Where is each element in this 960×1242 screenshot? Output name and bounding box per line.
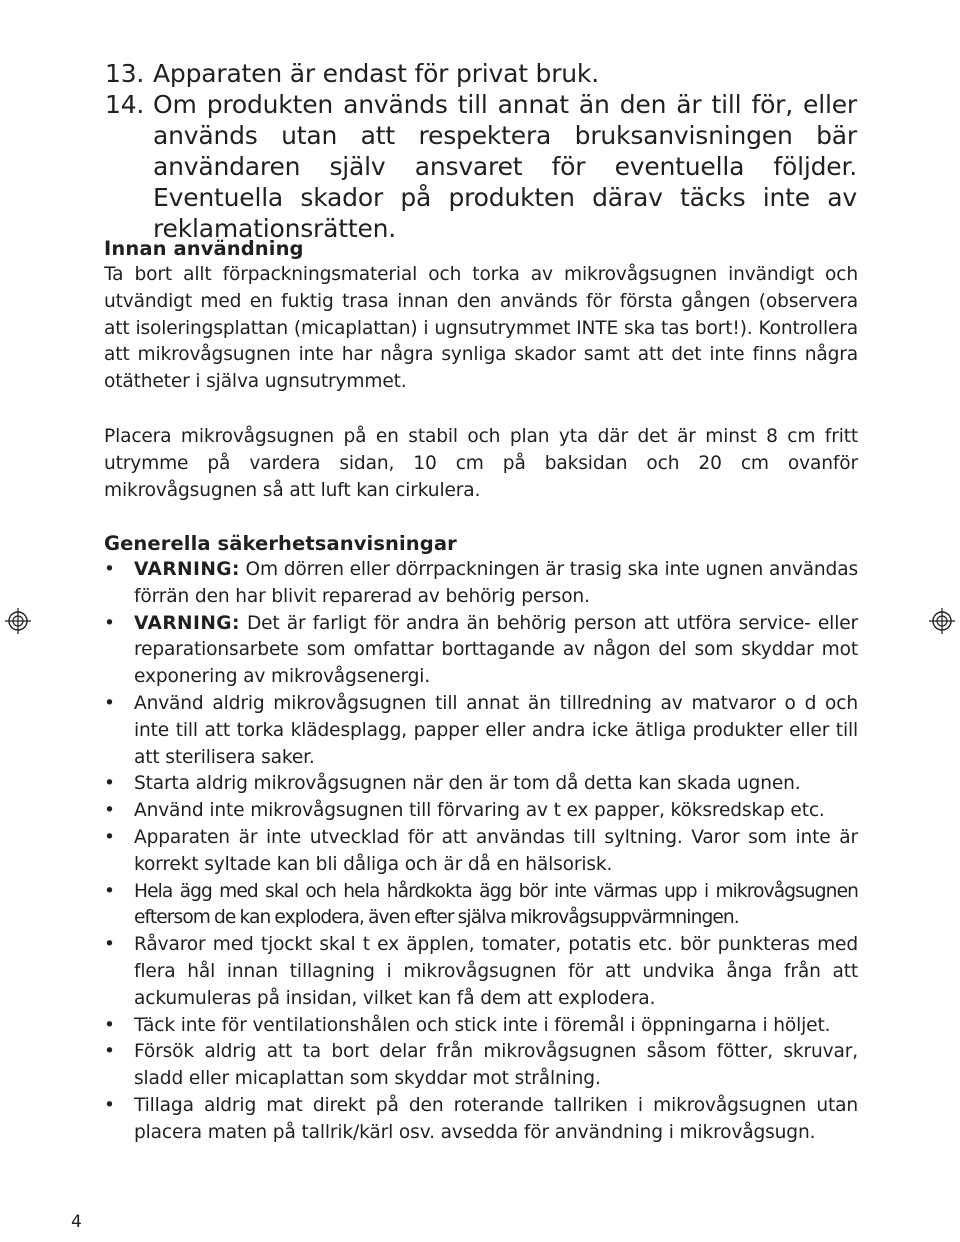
bullet-icon: •	[104, 934, 115, 956]
list-item	[104, 1013, 858, 1040]
bullet-icon: •	[104, 1014, 115, 1036]
item-number: 13.	[105, 59, 145, 88]
list-item	[104, 932, 858, 1012]
paragraph: Placera mikrovågsugnen på en stabil och plan yta där det är minst 8 cm fritt utrymme på vardera sidan, 10 cm på baksidan och 20 cm ovanför mikrovågsugnen så att luft kan cirkulera.	[104, 426, 858, 501]
list-item	[104, 611, 858, 691]
list-item	[105, 89, 857, 244]
section-heading: Generella säkerhetsanvisningar	[104, 532, 457, 555]
bullet-text: Använd inte mikrovågsugnen till förvaring av t ex papper, köksredskap etc.	[134, 800, 825, 822]
bullet-icon: •	[104, 773, 115, 795]
item-text: Om produkten används till annat än den är till för, eller används utan att respektera bruksanvisningen bär användaren själv ansvaret för eventuella följder. Eventuella skador på produkten därav täcks inte av reklamationsrätten.	[153, 90, 857, 243]
registration-mark-icon	[929, 608, 955, 634]
bullet-text: Försök aldrig att ta bort delar från mikrovågsugnen såsom fötter, skruvar, sladd eller micaplattan som skyddar mot strålning.	[134, 1041, 858, 1090]
list-item	[104, 825, 858, 879]
bullet-text: Täck inte för ventilationshålen och stick inte i föremål i öppningarna i höljet.	[134, 1014, 831, 1036]
bullet-icon: •	[104, 692, 115, 714]
bullet-text: Använd aldrig mikrovågsugnen till annat än tillredning av matvaror o d och inte till att torka klädesplagg, papper eller andra icke ätliga produkter eller till att sterilisera saker.	[134, 692, 858, 768]
list-item	[104, 1093, 858, 1147]
list-item	[104, 879, 858, 933]
list-item	[104, 798, 858, 825]
section-before-use	[104, 235, 858, 396]
numbered-list	[105, 58, 857, 244]
bullet-text: Hela ägg med skal och hela hårdkokta ägg bör inte värmas upp i mikrovågsugnen eftersom de kan explodera, även efter själva mikrovågsuppvärmningen.	[134, 880, 858, 929]
bullet-text: Om dörren eller dörrpackningen är trasig ska inte ugnen användas förrän den har blivit reparerad av behörig person.	[134, 559, 858, 607]
page-number: 4	[71, 1212, 82, 1232]
warning-label: VARNING:	[134, 559, 240, 580]
bullet-icon: •	[104, 800, 115, 822]
bullet-text: Apparaten är inte utvecklad för att användas till syltning. Varor som inte är korrekt syltade kan bli dåliga och är då en hälsorisk.	[134, 826, 858, 875]
registration-mark-icon	[5, 608, 31, 634]
bullet-icon: •	[104, 826, 115, 848]
list-item	[104, 771, 858, 798]
item-text: Apparaten är endast för privat bruk.	[153, 59, 599, 88]
bullet-icon: •	[104, 1041, 115, 1063]
bullet-text: Råvaror med tjockt skal t ex äpplen, tomater, potatis etc. bör punkteras med flera hål innan tillagning i mikrovågsugnen för att undvika ånga från att ackumuleras på insidan, vilket kan få dem att explodera.	[134, 934, 858, 1009]
list-item	[104, 691, 858, 771]
list-item	[104, 557, 858, 611]
paragraph: Ta bort allt förpackningsmaterial och torka av mikrovågsugnen invändigt och utvändigt med en fuktig trasa innan den används för första gången (observera att isoleringsplattan (micaplattan) i ugnsutrymmet INTE ska tas bort!). Kontrollera att mikrovågsugnen inte har några synliga skador samt att det inte finns några otätheter i själva ugnsutrymmet.	[104, 264, 858, 393]
section-safety	[104, 530, 858, 1147]
warning-label: VARNING:	[134, 612, 240, 634]
placement-paragraph-block	[104, 424, 858, 504]
list-item	[105, 58, 857, 89]
bullet-text: Tillaga aldrig mat direkt på den roterande tallriken i mikrovågsugnen utan placera maten på tallrik/kärl osv. avsedda för användning i mikrovågsugn.	[134, 1094, 858, 1143]
list-item	[104, 1039, 858, 1093]
bullet-text: Det är farligt för andra än behörig person att utföra service- eller reparationsarbete som omfattar borttagande av någon del som skyddar mot exponering av mikrovågsenergi.	[134, 612, 858, 688]
bullet-icon: •	[104, 559, 115, 580]
item-number: 14.	[105, 90, 145, 119]
bullet-icon: •	[104, 612, 115, 634]
safety-bullet-list	[104, 557, 858, 1147]
section-heading: Innan användning	[104, 237, 304, 260]
bullet-text: Starta aldrig mikrovågsugnen när den är tom då detta kan skada ugnen.	[134, 773, 801, 795]
bullet-icon: •	[104, 1094, 115, 1116]
bullet-icon: •	[104, 880, 115, 902]
